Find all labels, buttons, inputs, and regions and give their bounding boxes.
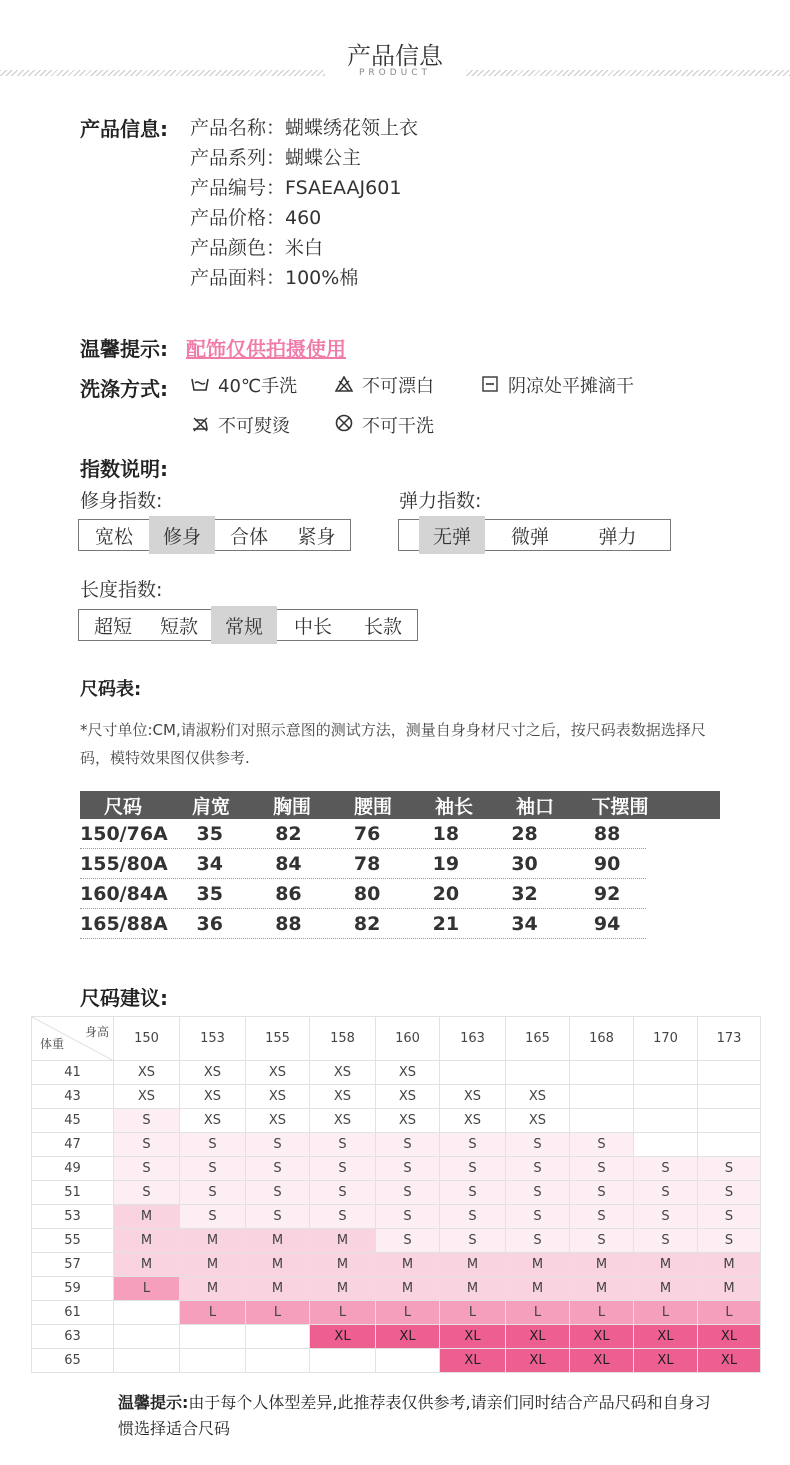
size-recommend-cell: S xyxy=(180,1181,246,1205)
fit-index-scale xyxy=(78,519,351,551)
length-index-scale xyxy=(78,609,418,641)
length-option: 中长 xyxy=(293,615,332,638)
size-recommend-cell xyxy=(698,1109,761,1133)
size-recommend-cell: M xyxy=(310,1277,376,1301)
size-recommend-cell xyxy=(376,1349,440,1373)
footer-note xyxy=(118,1390,718,1442)
size-recommend-cell: S xyxy=(506,1205,570,1229)
size-recommend-cell: S xyxy=(246,1181,310,1205)
size-recommend-cell: M xyxy=(376,1277,440,1301)
size-recommend-cell: M xyxy=(634,1277,698,1301)
size-cell: 165/88A xyxy=(80,912,168,935)
value-cell: 30 xyxy=(511,852,538,875)
wash-item-handwash xyxy=(190,372,297,398)
weight-cell: 49 xyxy=(32,1157,114,1181)
grid-row xyxy=(32,1085,761,1109)
header-cell: 肩宽 xyxy=(191,795,230,818)
size-recommend-cell: M xyxy=(376,1253,440,1277)
value-cell: 82 xyxy=(353,912,381,935)
size-cell: 150/76A xyxy=(80,822,168,845)
value-cell: 80 xyxy=(353,882,381,905)
size-recommend-cell xyxy=(440,1061,506,1085)
wash-item-no-iron xyxy=(190,412,290,438)
size-recommend-cell: M xyxy=(570,1253,634,1277)
size-recommend-cell: S xyxy=(376,1181,440,1205)
size-recommend-cell: XL xyxy=(310,1325,376,1349)
wash-item-label: 不可熨烫 xyxy=(218,416,290,437)
size-recommend-cell: XS xyxy=(376,1109,440,1133)
size-recommend-cell: M xyxy=(114,1253,180,1277)
height-axis-label: 身高 xyxy=(84,1025,109,1039)
wash-item-label: 不可干洗 xyxy=(362,416,434,437)
size-recommend-cell xyxy=(570,1109,634,1133)
size-recommend-cell: L xyxy=(634,1301,698,1325)
grid-row xyxy=(32,1205,761,1229)
value-cell: 94 xyxy=(593,912,621,935)
product-price: 产品价格：460 xyxy=(190,207,322,229)
weight-cell: 65 xyxy=(32,1349,114,1373)
size-recommend-cell: S xyxy=(634,1229,698,1253)
size-recommend-cell: S xyxy=(570,1157,634,1181)
size-table-header xyxy=(80,791,720,819)
size-recommend-cell: S xyxy=(246,1133,310,1157)
size-recommend-cell: XL xyxy=(698,1349,761,1373)
fit-option: 合体 xyxy=(229,525,268,548)
size-recommend-cell: XS xyxy=(310,1109,376,1133)
value-cell: 34 xyxy=(196,852,223,875)
grid-row xyxy=(32,1157,761,1181)
size-recommend-cell: XS xyxy=(506,1085,570,1109)
value-cell: 21 xyxy=(432,912,460,935)
size-recommend-cell: XL xyxy=(440,1325,506,1349)
size-recommend-cell: L xyxy=(506,1301,570,1325)
size-recommend-cell: S xyxy=(698,1205,761,1229)
wash-label: 洗涤方式: xyxy=(80,377,168,401)
header-cell: 袖口 xyxy=(515,795,554,818)
stretch-index-label: 弹力指数: xyxy=(399,490,482,512)
size-recommend-cell: M xyxy=(310,1253,376,1277)
grid-row xyxy=(32,1109,761,1133)
size-recommend-cell: S xyxy=(440,1157,506,1181)
value-cell: 82 xyxy=(275,822,302,845)
length-option-selected: 常规 xyxy=(211,606,277,644)
weight-cell: 63 xyxy=(32,1325,114,1349)
stretch-option-selected: 无弹 xyxy=(419,516,485,554)
size-recommend-cell: M xyxy=(440,1277,506,1301)
value-cell: 78 xyxy=(353,852,381,875)
fit-index-label: 修身指数: xyxy=(80,490,163,512)
index-title: 指数说明: xyxy=(80,457,168,481)
no-iron-icon xyxy=(190,416,210,436)
length-option: 超短 xyxy=(93,615,132,638)
size-recommend-cell: L xyxy=(440,1301,506,1325)
value-cell: 18 xyxy=(432,822,460,845)
product-series: 产品系列：蝴蝶公主 xyxy=(190,147,362,169)
size-recommend-cell xyxy=(634,1133,698,1157)
length-option: 长款 xyxy=(363,615,402,638)
stretch-scale-spacer xyxy=(399,520,419,550)
size-recommend-cell: S xyxy=(506,1181,570,1205)
size-recommend-cell: S xyxy=(570,1181,634,1205)
size-recommend-cell: S xyxy=(310,1205,376,1229)
size-recommend-cell: S xyxy=(114,1109,180,1133)
size-recommend-cell: XS xyxy=(506,1109,570,1133)
product-fabric: 产品面料：100%棉 xyxy=(190,267,359,289)
size-recommend-cell: L xyxy=(246,1301,310,1325)
length-option: 短款 xyxy=(159,615,198,638)
size-recommend-cell xyxy=(114,1325,180,1349)
table-row xyxy=(80,849,646,879)
tip-text: 配饰仅供拍摄使用 xyxy=(186,337,346,361)
value-cell: 20 xyxy=(432,882,460,905)
fit-option-selected: 修身 xyxy=(149,516,215,554)
size-recommend-cell xyxy=(506,1061,570,1085)
size-recommend-cell: XS xyxy=(180,1061,246,1085)
size-recommend-cell: S xyxy=(114,1157,180,1181)
size-recommend-cell: S xyxy=(310,1181,376,1205)
size-recommend-cell: L xyxy=(114,1277,180,1301)
grid-row xyxy=(32,1325,761,1349)
wash-item-flat-dry xyxy=(480,372,634,398)
size-cell: 155/80A xyxy=(80,852,168,875)
size-recommend-cell: S xyxy=(376,1205,440,1229)
size-cell: 160/84A xyxy=(80,882,168,905)
size-recommend-cell: M xyxy=(114,1205,180,1229)
grid-corner-cell xyxy=(32,1017,114,1061)
grid-row xyxy=(32,1133,761,1157)
size-recommend-cell xyxy=(570,1061,634,1085)
size-recommend-cell: XS xyxy=(246,1061,310,1085)
wash-tub-icon xyxy=(190,376,210,396)
wash-item-label: 阴凉处平摊滴干 xyxy=(508,376,634,397)
size-recommend-cell: S xyxy=(376,1157,440,1181)
size-recommend-cell xyxy=(698,1133,761,1157)
weight-cell: 55 xyxy=(32,1229,114,1253)
size-table-title: 尺码表: xyxy=(80,679,142,700)
size-recommend-cell: M xyxy=(246,1229,310,1253)
size-recommend-cell xyxy=(114,1349,180,1373)
value-cell: 35 xyxy=(196,882,223,905)
size-recommend-cell: S xyxy=(440,1181,506,1205)
size-recommend-cell: XS xyxy=(440,1085,506,1109)
footer-label: 温馨提示: xyxy=(118,1393,189,1412)
header-cell: 胸围 xyxy=(272,795,311,818)
size-recommend-cell: L xyxy=(310,1301,376,1325)
size-recommend-cell: L xyxy=(698,1301,761,1325)
weight-cell: 41 xyxy=(32,1061,114,1085)
size-recommend-cell: S xyxy=(506,1133,570,1157)
weight-cell: 47 xyxy=(32,1133,114,1157)
value-cell: 84 xyxy=(275,852,302,875)
size-recommend-cell xyxy=(180,1325,246,1349)
section-header xyxy=(0,30,790,90)
size-recommend-cell: XL xyxy=(698,1325,761,1349)
size-recommend-cell: XL xyxy=(376,1325,440,1349)
size-recommend-cell xyxy=(180,1349,246,1373)
grid-row xyxy=(32,1181,761,1205)
size-recommend-cell: S xyxy=(376,1133,440,1157)
weight-axis-label: 体重 xyxy=(40,1037,65,1051)
size-recommend-cell: S xyxy=(440,1205,506,1229)
grid-row xyxy=(32,1229,761,1253)
size-recommend-cell: XS xyxy=(114,1085,180,1109)
grid-row xyxy=(32,1253,761,1277)
value-cell: 19 xyxy=(432,852,460,875)
weight-cell: 53 xyxy=(32,1205,114,1229)
size-recommend-cell: XS xyxy=(376,1061,440,1085)
size-recommend-cell: S xyxy=(570,1133,634,1157)
size-recommend-cell: XS xyxy=(246,1085,310,1109)
size-recommend-cell: M xyxy=(310,1229,376,1253)
height-header-cell: 160 xyxy=(376,1017,440,1061)
stretch-option: 弹力 xyxy=(598,525,637,548)
section-title: 产品信息 xyxy=(347,42,443,70)
size-recommend-cell: S xyxy=(440,1133,506,1157)
size-recommend-cell: M xyxy=(570,1277,634,1301)
size-recommend-cell: XS xyxy=(440,1109,506,1133)
size-recommend-cell: S xyxy=(180,1157,246,1181)
grid-header-row xyxy=(32,1017,761,1061)
stretch-index-scale xyxy=(398,519,671,551)
no-bleach-icon xyxy=(334,376,354,396)
size-recommend-cell: M xyxy=(246,1253,310,1277)
size-recommend-cell: S xyxy=(570,1205,634,1229)
table-row xyxy=(80,819,646,849)
section-subtitle: PRODUCT xyxy=(358,68,432,78)
product-info-label: 产品信息: xyxy=(80,117,168,141)
size-recommend-cell: XL xyxy=(570,1349,634,1373)
size-recommend-cell xyxy=(246,1349,310,1373)
height-header-cell: 168 xyxy=(570,1017,634,1061)
size-recommend-cell: M xyxy=(698,1277,761,1301)
header-cell: 袖长 xyxy=(434,795,473,818)
size-recommend-cell: XS xyxy=(376,1085,440,1109)
size-recommend-cell: M xyxy=(246,1277,310,1301)
height-header-cell: 170 xyxy=(634,1017,698,1061)
size-recommend-cell: S xyxy=(114,1133,180,1157)
size-recommend-grid xyxy=(31,1016,761,1373)
size-recommend-cell: M xyxy=(506,1253,570,1277)
size-recommend-title: 尺码建议: xyxy=(80,986,168,1010)
size-recommend-cell: S xyxy=(180,1133,246,1157)
size-recommend-cell: S xyxy=(440,1229,506,1253)
size-recommend-cell: XS xyxy=(180,1109,246,1133)
size-table xyxy=(80,791,720,939)
size-recommend-cell xyxy=(246,1325,310,1349)
size-recommend-cell: M xyxy=(506,1277,570,1301)
size-recommend-cell: L xyxy=(570,1301,634,1325)
size-recommend-cell xyxy=(698,1085,761,1109)
weight-cell: 59 xyxy=(32,1277,114,1301)
size-recommend-cell: L xyxy=(180,1301,246,1325)
wash-item-label: 40℃手洗 xyxy=(218,376,298,397)
size-recommend-cell: S xyxy=(698,1157,761,1181)
value-cell: 88 xyxy=(593,822,621,845)
weight-cell: 57 xyxy=(32,1253,114,1277)
size-recommend-cell: XL xyxy=(570,1325,634,1349)
grid-row xyxy=(32,1301,761,1325)
size-recommend-cell: XS xyxy=(180,1085,246,1109)
fit-option: 宽松 xyxy=(94,525,133,548)
product-name: 产品名称：蝴蝶绣花领上衣 xyxy=(190,117,419,139)
size-recommend-cell xyxy=(634,1061,698,1085)
height-header-cell: 153 xyxy=(180,1017,246,1061)
size-recommend-cell: XL xyxy=(506,1325,570,1349)
flat-dry-shade-icon xyxy=(480,376,500,396)
size-recommend-cell: S xyxy=(634,1157,698,1181)
table-row xyxy=(80,909,646,939)
size-recommend-cell: S xyxy=(506,1229,570,1253)
height-header-cell: 163 xyxy=(440,1017,506,1061)
size-recommend-cell: L xyxy=(376,1301,440,1325)
weight-cell: 45 xyxy=(32,1109,114,1133)
size-recommend-cell xyxy=(570,1085,634,1109)
size-table-note: *尺寸单位:CM,请淑粉们对照示意图的测试方法，测量自身身材尺寸之后，按尺码表数据选择尺码，模特效果图仅供参考. xyxy=(80,721,706,767)
height-header-cell: 150 xyxy=(114,1017,180,1061)
footer-text: 由于每个人体型差异,此推荐表仅供参考,请亲们同时结合产品尺码和自身习惯选择适合尺码 xyxy=(118,1393,711,1438)
value-cell: 32 xyxy=(511,882,538,905)
grid-row xyxy=(32,1349,761,1373)
size-recommend-cell: S xyxy=(698,1229,761,1253)
grid-row xyxy=(32,1061,761,1085)
size-recommend-cell: XS xyxy=(114,1061,180,1085)
value-cell: 92 xyxy=(593,882,621,905)
height-header-cell: 173 xyxy=(698,1017,761,1061)
table-row xyxy=(80,879,646,909)
size-recommend-cell: S xyxy=(634,1181,698,1205)
no-dry-clean-icon xyxy=(334,414,354,436)
size-recommend-cell: S xyxy=(180,1205,246,1229)
value-cell: 86 xyxy=(275,882,302,905)
product-color: 产品颜色：米白 xyxy=(190,237,324,259)
size-recommend-cell xyxy=(634,1085,698,1109)
size-recommend-cell: M xyxy=(180,1229,246,1253)
size-recommend-cell: S xyxy=(376,1229,440,1253)
size-recommend-cell xyxy=(698,1061,761,1085)
weight-cell: 51 xyxy=(32,1181,114,1205)
size-recommend-cell: XL xyxy=(634,1325,698,1349)
header-cell: 尺码 xyxy=(103,795,142,818)
size-recommend-cell: S xyxy=(506,1157,570,1181)
value-cell: 88 xyxy=(275,912,302,935)
product-code: 产品编号：FSAEAAJ601 xyxy=(190,177,402,199)
size-recommend-cell: XS xyxy=(310,1061,376,1085)
size-recommend-cell: S xyxy=(114,1181,180,1205)
size-recommend-cell: XS xyxy=(246,1109,310,1133)
grid-row xyxy=(32,1277,761,1301)
tip-label: 温馨提示: xyxy=(80,337,168,361)
weight-cell: 61 xyxy=(32,1301,114,1325)
size-recommend-cell xyxy=(310,1349,376,1373)
size-recommend-cell: M xyxy=(440,1253,506,1277)
header-cell: 腰围 xyxy=(353,795,392,818)
size-recommend-cell: M xyxy=(634,1253,698,1277)
value-cell: 35 xyxy=(196,822,223,845)
value-cell: 76 xyxy=(353,822,381,845)
value-cell: 34 xyxy=(511,912,538,935)
size-recommend-cell: M xyxy=(698,1253,761,1277)
size-recommend-cell: XS xyxy=(310,1085,376,1109)
wash-item-no-dry-clean xyxy=(334,412,434,438)
size-recommend-cell: XL xyxy=(506,1349,570,1373)
size-recommend-cell xyxy=(634,1109,698,1133)
wash-item-label: 不可漂白 xyxy=(362,376,434,397)
size-recommend-cell: S xyxy=(570,1229,634,1253)
size-recommend-cell: S xyxy=(310,1157,376,1181)
fit-option: 紧身 xyxy=(297,525,336,548)
size-recommend-cell: S xyxy=(246,1157,310,1181)
size-recommend-cell: XL xyxy=(440,1349,506,1373)
value-cell: 90 xyxy=(593,852,621,875)
product-info-list xyxy=(190,113,418,293)
wash-item-no-bleach xyxy=(334,372,434,398)
value-cell: 36 xyxy=(196,912,223,935)
height-header-cell: 165 xyxy=(506,1017,570,1061)
value-cell: 28 xyxy=(511,822,538,845)
size-recommend-cell: S xyxy=(246,1205,310,1229)
stretch-option: 微弹 xyxy=(510,525,549,548)
length-index-label: 长度指数: xyxy=(80,579,163,601)
size-recommend-cell: M xyxy=(114,1229,180,1253)
height-header-cell: 158 xyxy=(310,1017,376,1061)
size-recommend-cell: S xyxy=(310,1133,376,1157)
weight-cell: 43 xyxy=(32,1085,114,1109)
size-recommend-cell: S xyxy=(634,1205,698,1229)
size-recommend-cell: M xyxy=(180,1277,246,1301)
header-cell: 下摆围 xyxy=(591,795,649,818)
size-recommend-cell: XL xyxy=(634,1349,698,1373)
size-recommend-cell xyxy=(114,1301,180,1325)
size-recommend-cell: M xyxy=(180,1253,246,1277)
height-header-cell: 155 xyxy=(246,1017,310,1061)
size-recommend-cell: S xyxy=(698,1181,761,1205)
